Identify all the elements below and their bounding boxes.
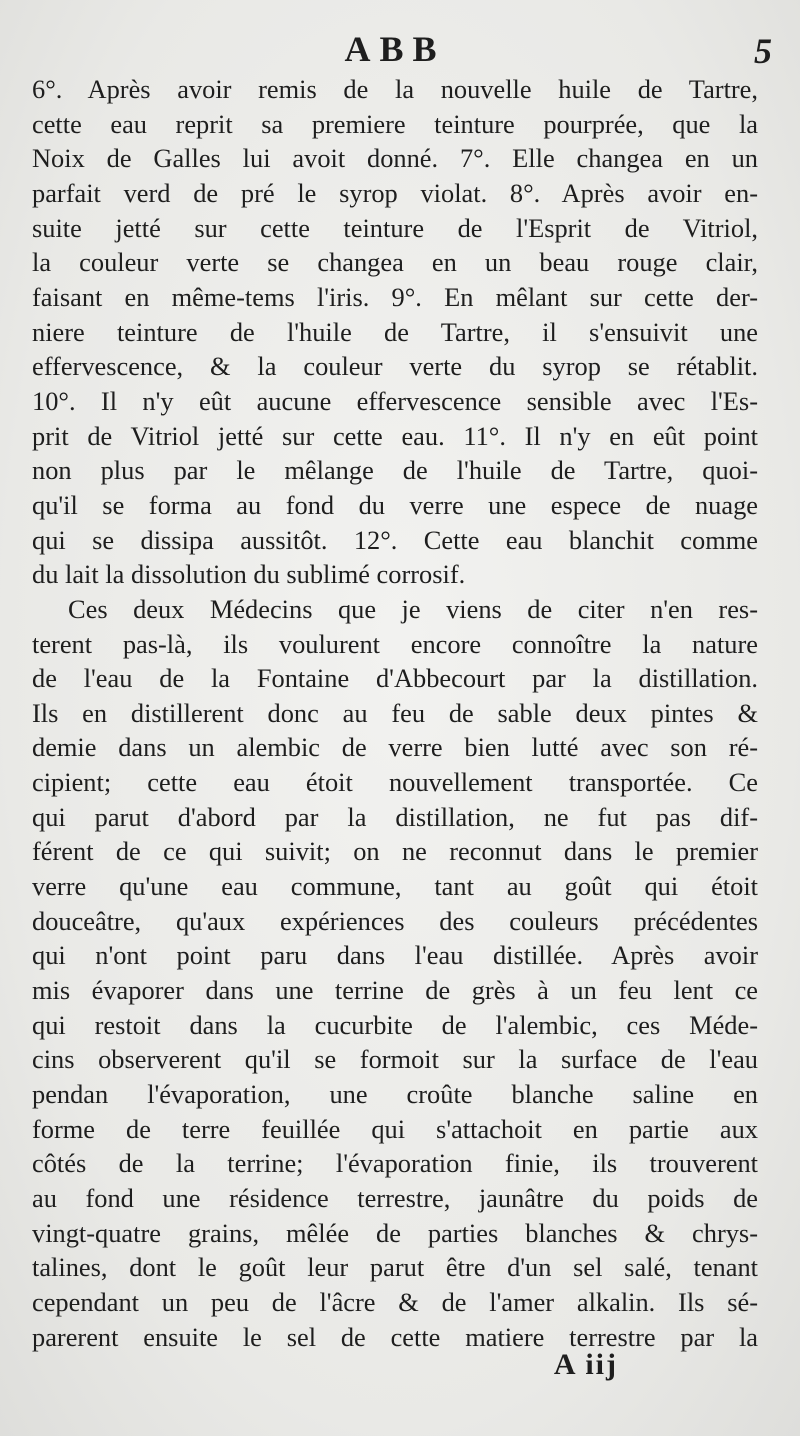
- text-line: douceâtre, qu'aux expériences des couleurs précédentes: [32, 905, 758, 936]
- text-line: cipient; cette eau étoit nouvellement transportée. Ce: [32, 767, 758, 798]
- text-line: talines, dont le goût leur parut être d'un sel salé, tenant: [32, 1252, 758, 1283]
- text-line: prit de Vitriol jetté sur cette eau. 11°. Il n'y en eût point: [32, 420, 758, 451]
- text-line: non plus par le mêlange de l'huile de Tartre, quoi-: [32, 455, 758, 486]
- text-line: Ces deux Médecins que je viens de citer n'en res-: [68, 593, 758, 624]
- text-line: qu'il se forma au fond du verre une espece de nuage: [32, 489, 758, 520]
- text-line: parfait verd de pré le syrop violat. 8°. Après avoir en-: [32, 177, 758, 208]
- text-line: suite jetté sur cette teinture de l'Esprit de Vitriol,: [32, 212, 758, 243]
- text-line: terent pas-là, ils voulurent encore connoître la nature: [32, 628, 758, 659]
- text-line: cins observerent qu'il se formoit sur la surface de l'eau: [32, 1044, 758, 1075]
- text-line: parerent ensuite le sel de cette matiere terrestre par la: [32, 1321, 758, 1352]
- text-line: la couleur verte se changea en un beau rouge clair,: [32, 247, 758, 278]
- text-line: 10°. Il n'y eût aucune effervescence sensible avec l'Es-: [32, 385, 758, 416]
- text-line: 6°. Après avoir remis de la nouvelle huile de Tartre,: [32, 74, 758, 104]
- text-line: verre qu'une eau commune, tant au goût qui étoit: [32, 871, 758, 902]
- text-line: de l'eau de la Fontaine d'Abbecourt par la distillation.: [32, 663, 758, 694]
- text-line: qui n'ont point paru dans l'eau distillée. Après avoir: [32, 940, 758, 971]
- text-line: vingt-quatre grains, mêlée de parties blanches & chrys-: [32, 1217, 758, 1248]
- text-line: côtés de la terrine; l'évaporation finie, ils trouverent: [32, 1148, 758, 1179]
- paragraph: [32, 592, 758, 1354]
- text-line: qui parut d'abord par la distillation, ne fut pas dif-: [32, 801, 758, 832]
- text-line: effervescence, & la couleur verte du syrop se rétablit.: [32, 351, 758, 382]
- text-line: au fond une résidence terrestre, jaunâtre du poids de: [32, 1183, 758, 1213]
- text-line: Ils en distillerent donc au feu de sable deux pintes &: [32, 697, 758, 728]
- text-line: demie dans un alembic de verre bien lutté avec son ré-: [32, 732, 758, 763]
- text-line: niere teinture de l'huile de Tartre, il s'ensuivit une: [32, 316, 758, 347]
- paragraph: [32, 72, 758, 592]
- running-head: ABB: [344, 29, 446, 69]
- text-line: du lait la dissolution du sublimé corrosif.: [32, 559, 466, 590]
- text-line: Noix de Galles lui avoit donné. 7°. Elle changea en un: [32, 143, 758, 174]
- signature-mark: A iij: [553, 1348, 618, 1381]
- text-line: qui se dissipa aussitôt. 12°. Cette eau blanchit comme: [32, 524, 758, 555]
- text-line: férent de ce qui suivit; on ne reconnut dans le premier: [32, 836, 758, 867]
- text-line: qui restoit dans la cucurbite de l'alembic, ces Méde-: [32, 1009, 758, 1040]
- page-header: [32, 28, 772, 72]
- text-line: cependant un peu de l'âcre & de l'amer alkalin. Ils sé-: [32, 1286, 758, 1317]
- text-line: mis évaporer dans une terrine de grès à un feu lent ce: [32, 975, 758, 1006]
- text-line: pendan l'évaporation, une croûte blanche saline en: [32, 1079, 758, 1110]
- text-line: cette eau reprit sa premiere teinture pourprée, que la: [32, 108, 758, 139]
- text-line: forme de terre feuillée qui s'attachoit en partie aux: [32, 1113, 758, 1144]
- page-number: 5: [754, 31, 772, 71]
- body-text: [32, 72, 758, 1354]
- text-line: faisant en même-tems l'iris. 9°. En mêlant sur cette der-: [32, 281, 758, 312]
